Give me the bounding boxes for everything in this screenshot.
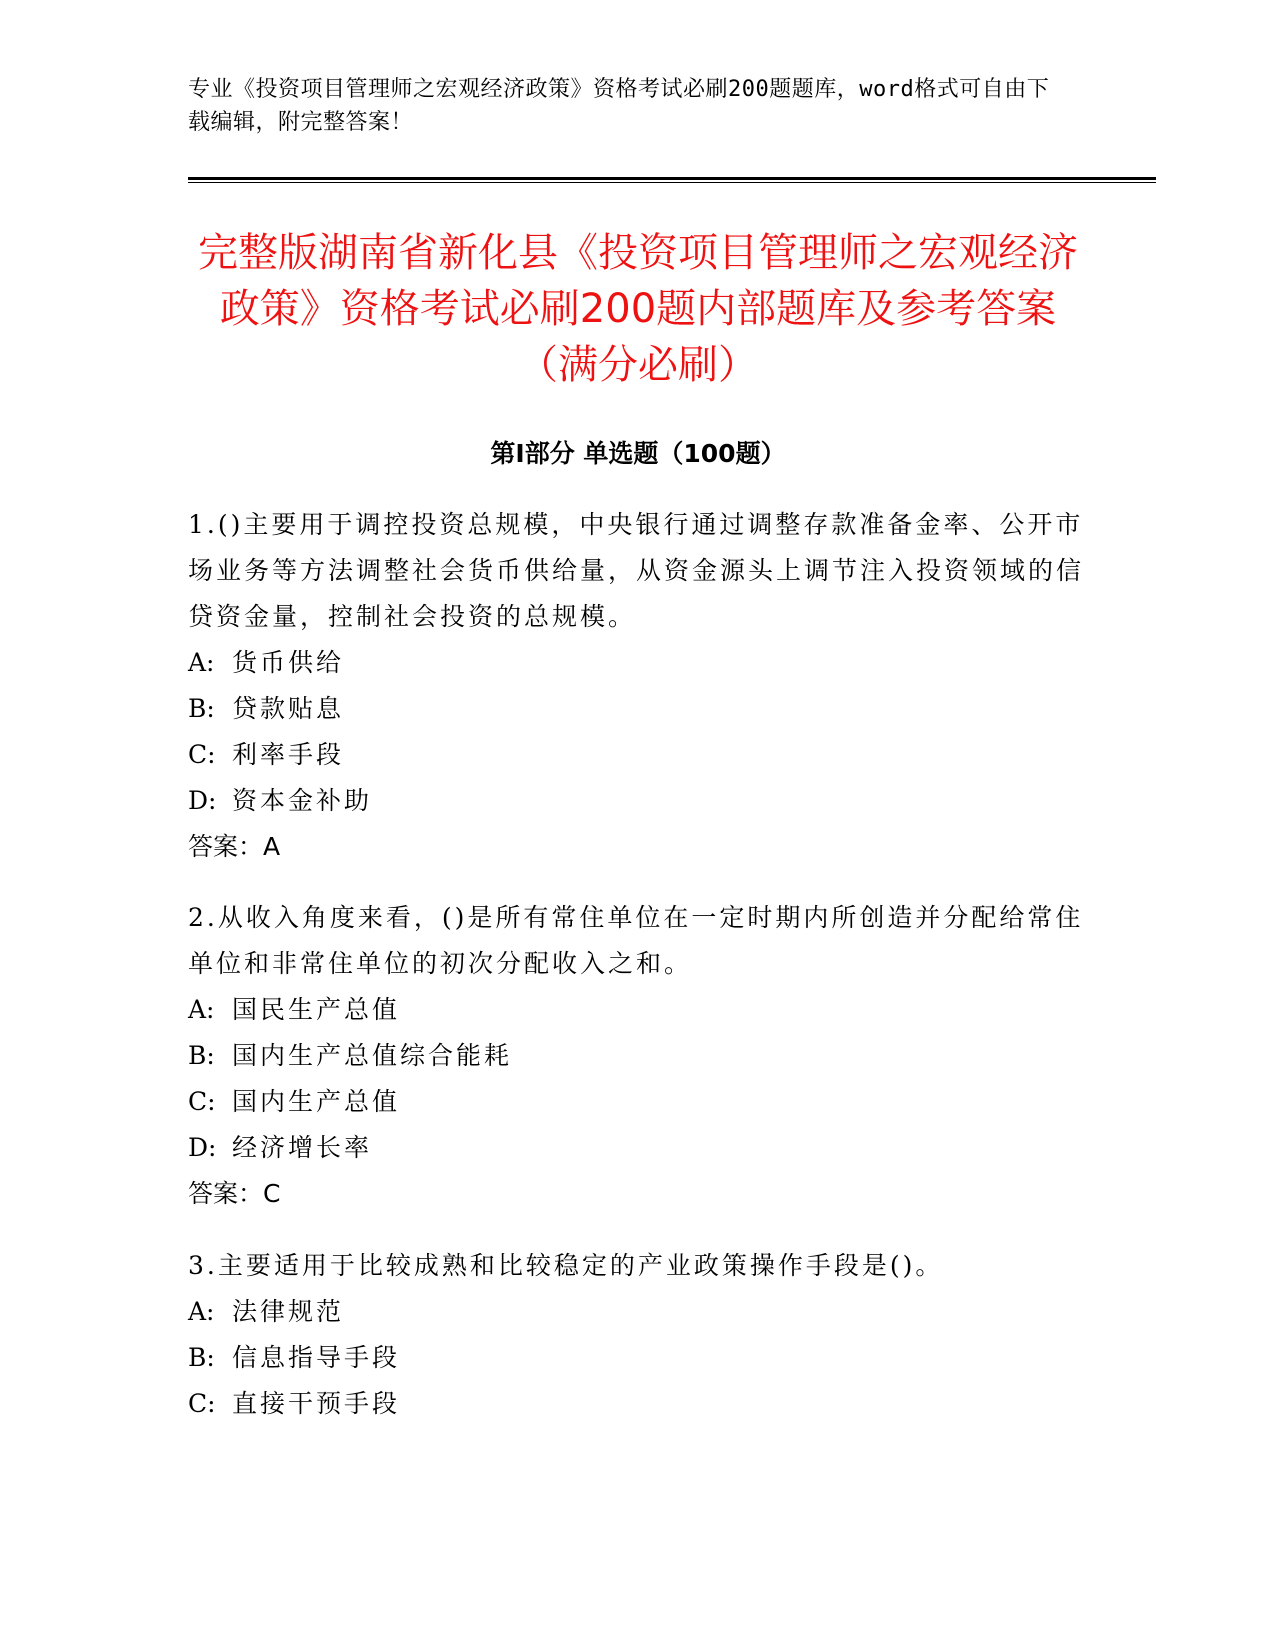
option-key: A:: [188, 995, 215, 1024]
option-d: [188, 778, 1088, 824]
question-stem: 2.从收入角度来看，()是所有常住单位在一定时期内所创造并分配给常住单位和非常住单位的初次分配收入之和。: [188, 903, 1084, 978]
option-c: [188, 1381, 1088, 1427]
option-b: [188, 1033, 1088, 1079]
option-key: B:: [188, 694, 215, 723]
option-text: 直接干预手段: [232, 1389, 401, 1418]
option-key: C:: [188, 1087, 216, 1116]
section-heading: 第Ⅰ部分 单选题（100题）: [490, 439, 786, 468]
header-divider-thin: [188, 182, 1156, 183]
option-c: [188, 732, 1088, 778]
question-1: [188, 502, 1088, 870]
option-key: C:: [188, 1389, 216, 1418]
option-text: 资本金补助: [232, 786, 373, 815]
option-key: B:: [188, 1041, 215, 1070]
option-b: [188, 1335, 1088, 1381]
option-key: D:: [188, 1133, 217, 1162]
option-d: [188, 1125, 1088, 1171]
option-key: C:: [188, 740, 216, 769]
question-stem: 1.()主要用于调控投资总规模，中央银行通过调整存款准备金率、公开市场业务等方法调整社会货币供给量，从资金源头上调节注入投资领域的信贷资金量，控制社会投资的总规模。: [188, 510, 1085, 631]
option-key: D:: [188, 786, 217, 815]
option-b: [188, 686, 1088, 732]
option-text: 国民生产总值: [232, 995, 401, 1024]
option-text: 国内生产总值综合能耗: [232, 1041, 513, 1070]
question-stem: 3.主要适用于比较成熟和比较稳定的产业政策操作手段是()。: [188, 1251, 944, 1280]
option-c: [188, 1079, 1088, 1125]
option-text: 国内生产总值: [232, 1087, 401, 1116]
option-a: [188, 640, 1088, 686]
option-key: A:: [188, 648, 215, 677]
option-text: 信息指导手段: [232, 1343, 401, 1372]
option-text: 货币供给: [232, 648, 345, 677]
header-note: 专业《投资项目管理师之宏观经济政策》资格考试必刷200题题库，word格式可自由下载编辑，附完整答案！: [188, 77, 1050, 135]
answer: 答案：C: [188, 1179, 281, 1208]
option-text: 贷款贴息: [232, 694, 345, 723]
option-key: A:: [188, 1297, 215, 1326]
question-2: [188, 895, 1088, 1217]
option-a: [188, 1289, 1088, 1335]
document-title: 完整版湖南省新化县《投资项目管理师之宏观经济政策》资格考试必刷200题内部题库及参考答案（满分必刷）: [198, 230, 1078, 388]
option-text: 经济增长率: [232, 1133, 373, 1162]
option-a: [188, 987, 1088, 1033]
option-text: 利率手段: [232, 740, 345, 769]
option-text: 法律规范: [232, 1297, 345, 1326]
option-key: B:: [188, 1343, 215, 1372]
header-divider-thick: [188, 177, 1156, 180]
answer: 答案：A: [188, 832, 281, 861]
question-3: [188, 1243, 1088, 1427]
